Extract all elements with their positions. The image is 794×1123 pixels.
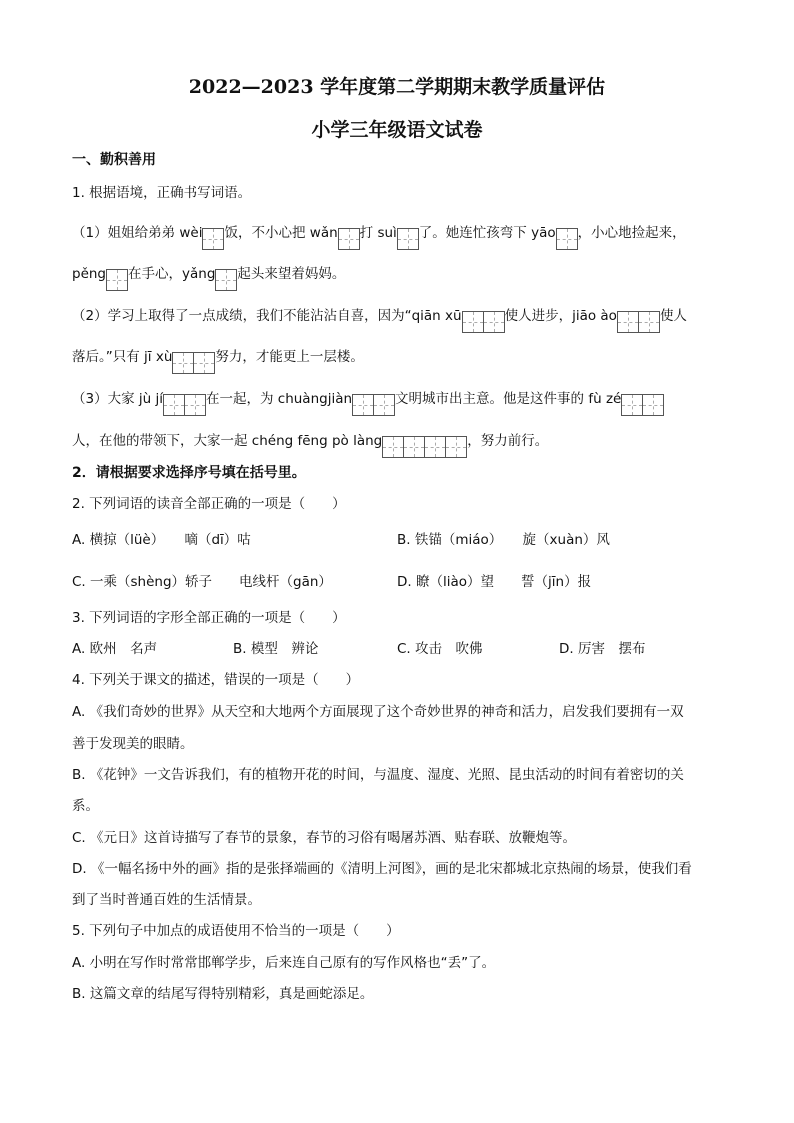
exam-title: 2022—2023 学年度第二学期期末教学质量评估	[188, 76, 606, 98]
answer-box-yao[interactable]	[556, 228, 578, 250]
answer-box-sui[interactable]	[397, 228, 419, 250]
q1-part2-line1	[72, 307, 732, 333]
q1p3-text-c: 文明城市出主意。他是这件事的 fù zé	[395, 391, 622, 407]
q2-stem: 2. 下列词语的读音全部正确的一项是（ ）	[72, 496, 346, 512]
q4-option-c[interactable]: C. 《元日》这首诗描写了春节的景象，春节的习俗有喝屠苏酒、贴春联、放鞭炮等。	[72, 830, 577, 846]
q4-option-a[interactable]: A. 《我们奇妙的世界》从天空和大地两个方面展现了这个奇妙世界的神奇和活力，启发我们要拥有一双	[72, 704, 684, 720]
q2-option-a[interactable]: A. 横掠（lüè） 嘀（dī）咕	[72, 532, 251, 548]
q1p1-text-e: ，小心地捡起来，	[577, 225, 686, 241]
q1p1-text-h: 起头来望着妈妈。	[237, 266, 346, 282]
q4-option-d[interactable]: D. 《一幅名扬中外的画》指的是张择端画的《清明上河图》，画的是北宋都城北京热闹的场景，使我们看	[72, 861, 692, 877]
q1p1-text-d: 了。她连忙孩弯下 yāo	[418, 225, 556, 241]
q1p3-text-d: 人，在他的带领下，大家一起 chéng fēng pò làng	[72, 433, 383, 449]
answer-box-chuangjian[interactable]	[352, 394, 395, 416]
q1p2-text-c: 使人	[659, 308, 687, 324]
q5-stem: 5. 下列句子中加点的成语使用不恰当的一项是（ ）	[72, 923, 400, 939]
q1-part1-line2	[72, 265, 732, 291]
answer-box-wei[interactable]	[202, 228, 224, 250]
q4-stem: 4. 下列关于课文的描述，错误的一项是（ ）	[72, 672, 360, 688]
q2-option-d[interactable]: D. 瞭（liào）望 誓（jīn）报	[397, 574, 592, 590]
q3-option-b[interactable]: B. 模型 辨论	[233, 641, 319, 657]
q3-stem: 3. 下列词语的字形全部正确的一项是（ ）	[72, 610, 346, 626]
section2-heading: 2．请根据要求选择序号填在括号里。	[72, 465, 306, 481]
exam-subtitle: 小学三年级语文试卷	[311, 119, 483, 141]
q1p1-text-b: 饭，不小心把 wǎn	[224, 225, 338, 241]
q5-option-b[interactable]: B. 这篇文章的结尾写得特别精彩，真是画蛇添足。	[72, 986, 374, 1002]
q1-stem: 1. 根据语境，正确书写词语。	[72, 185, 252, 201]
answer-box-qianxu[interactable]	[462, 311, 505, 333]
q4-option-a-cont: 善于发现美的眼睛。	[72, 736, 194, 752]
answer-box-yang[interactable]	[215, 269, 237, 291]
answer-box-fuze[interactable]	[621, 394, 664, 416]
q1p2-text-a: （2）学习上取得了一点成绩，我们不能沾沾自喜，因为“qiān xū	[72, 308, 462, 324]
q4-option-b-cont: 系。	[72, 798, 99, 814]
q4-option-d-cont: 到了当时普通百姓的生活情景。	[72, 892, 261, 908]
q3-option-a[interactable]: A. 欧州 名声	[72, 641, 158, 657]
q4-option-b[interactable]: B. 《花钟》一文告诉我们，有的植物开花的时间，与温度、湿度、光照、昆虫活动的时间有着密切的关	[72, 767, 684, 783]
q1p1-text-g: 在手心，yǎng	[128, 266, 216, 282]
q1p1-text-c: 打 suì	[359, 225, 397, 241]
q5-option-a[interactable]: A. 小明在写作时常常邯郸学步，后来连自己原有的写作风格也“丢”了。	[72, 955, 496, 971]
q3-option-d[interactable]: D. 厉害 摆布	[559, 641, 646, 657]
q1p1-text-f: pěng	[72, 266, 107, 282]
q1p3-text-b: 在一起，为 chuàngjiàn	[205, 391, 353, 407]
q1p1-text-a: （1）姐姐给弟弟 wèi	[72, 225, 203, 241]
q1p2-text-d: 落后。”只有 jī xù	[72, 349, 173, 365]
section1-heading: 一、勤积善用	[72, 152, 156, 168]
answer-box-chengfengpolang[interactable]	[382, 436, 467, 458]
answer-box-juji[interactable]	[163, 394, 206, 416]
answer-box-jiaoao[interactable]	[617, 311, 660, 333]
q1-part1-line1	[72, 224, 732, 250]
answer-box-jixu[interactable]	[172, 352, 215, 374]
q1p3-text-a: （3）大家 jù jí	[72, 391, 163, 407]
q2-option-c[interactable]: C. 一乘（shèng）轿子 电线杆（gān）	[72, 574, 332, 590]
q1p2-text-b: 使人进步，jiāo ào	[504, 308, 617, 324]
q1-part3-line2	[72, 432, 732, 458]
q1p2-text-e: 努力，才能更上一层楼。	[215, 349, 364, 365]
q1p3-text-e: ，努力前行。	[467, 433, 549, 449]
answer-box-peng[interactable]	[106, 269, 128, 291]
q2-option-b[interactable]: B. 铁锚（miáo） 旋（xuàn）风	[397, 532, 610, 548]
q1-part2-line2	[72, 348, 732, 374]
q1-part3-line1	[72, 390, 732, 416]
answer-box-wan[interactable]	[338, 228, 360, 250]
q3-option-c[interactable]: C. 攻击 吹佛	[397, 641, 483, 657]
